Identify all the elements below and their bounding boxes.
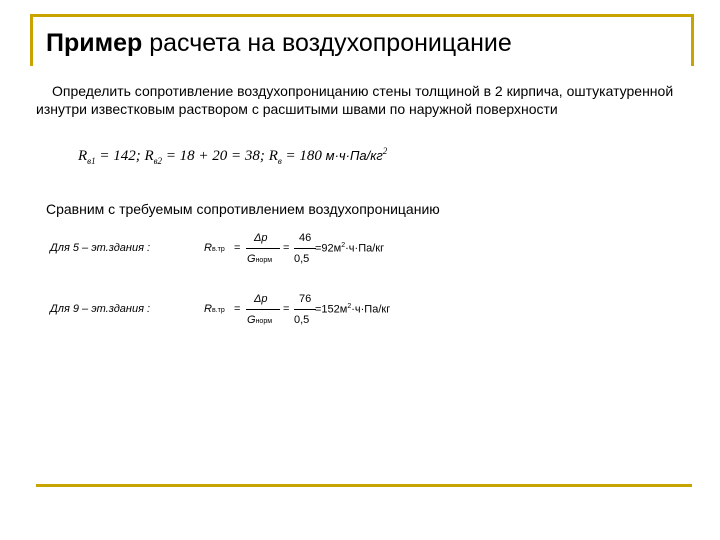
problem-statement-text: Определить сопротивление воздухопроницанию стены толщиной в 2 кирпича, оштукатуренной изнутри известковым раствором с расшитыми швами по наружной поверхности <box>36 83 674 117</box>
r3-symbol: R <box>268 148 278 164</box>
frame-top-border <box>30 14 694 17</box>
calc2-den-value: 0,5 <box>294 314 310 326</box>
calc1-den <box>247 253 272 265</box>
calc1-result-sup: 2 <box>341 242 346 249</box>
frame-left-border <box>30 14 33 66</box>
calc1-result-value: =92м <box>315 242 342 255</box>
calc2-lhs <box>204 303 225 315</box>
r2-subscript: в2 <box>153 156 163 166</box>
slide-title <box>46 29 512 58</box>
calc2-result-unit: ·ч·Па/кг <box>351 303 391 316</box>
problem-statement <box>36 82 676 118</box>
calc1-lhs-symbol: R <box>204 242 212 254</box>
calc1-num-symbol: Δp <box>254 232 268 244</box>
r1-value: = 142; <box>95 148 145 164</box>
calc1-lhs-subscript: в.тр <box>211 246 225 253</box>
r1-symbol: R <box>78 148 88 164</box>
calc1-den-symbol: G <box>247 253 256 265</box>
calc2-fraction-line-2 <box>294 309 316 310</box>
calc1-fraction-line-1 <box>246 248 280 249</box>
calc2-lhs-symbol: R <box>204 303 212 315</box>
calc2-case: Для 9 – эт.здания : <box>50 303 151 315</box>
calc1-lhs <box>204 242 225 254</box>
r1-subscript: в1 <box>87 156 96 166</box>
slide-title-rest: расчета на воздухопроницание <box>142 29 512 57</box>
frame-bottom-border <box>36 484 692 487</box>
resistance-formula <box>78 146 387 166</box>
calc1-result <box>315 242 384 255</box>
r3-value: = 180 <box>281 148 326 164</box>
r3-unit-sup: 2 <box>382 146 388 156</box>
calc1-eq: = <box>234 242 241 254</box>
calc2-num-value: 76 <box>299 293 312 305</box>
calc2-den-subscript: норм <box>255 318 273 325</box>
calc2-result-value: =152м <box>315 303 348 316</box>
calc1-den-value: 0,5 <box>294 253 310 265</box>
r3-subscript: в <box>277 156 282 166</box>
calc1-case: Для 5 – эт.здания : <box>50 242 151 254</box>
calc2-num-symbol: Δp <box>254 293 268 305</box>
r3-unit: м·ч·Па/кг <box>325 148 383 163</box>
calc2-den <box>247 314 272 326</box>
calc2-fraction-line-1 <box>246 309 280 310</box>
r2-symbol: R <box>144 148 154 164</box>
calc1-fraction-line-2 <box>294 248 316 249</box>
compare-statement: Сравним с требуемым сопротивлением воздухопроницанию <box>46 201 440 217</box>
r2-value: = 18 + 20 = 38; <box>162 148 269 164</box>
slide-title-bold: Пример <box>46 29 143 57</box>
frame-right-border <box>691 14 694 66</box>
calc2-result-sup: 2 <box>347 303 352 310</box>
calc1-eq2: = <box>283 242 290 254</box>
calc1-result-unit: ·ч·Па/кг <box>345 242 385 255</box>
calc2-lhs-subscript: в.тр <box>211 307 225 314</box>
calc2-eq2: = <box>283 303 290 315</box>
calc2-result <box>315 303 390 316</box>
calc1-num-value: 46 <box>299 232 312 244</box>
calc2-eq: = <box>234 303 241 315</box>
calc1-den-subscript: норм <box>255 257 273 264</box>
calc2-den-symbol: G <box>247 314 256 326</box>
